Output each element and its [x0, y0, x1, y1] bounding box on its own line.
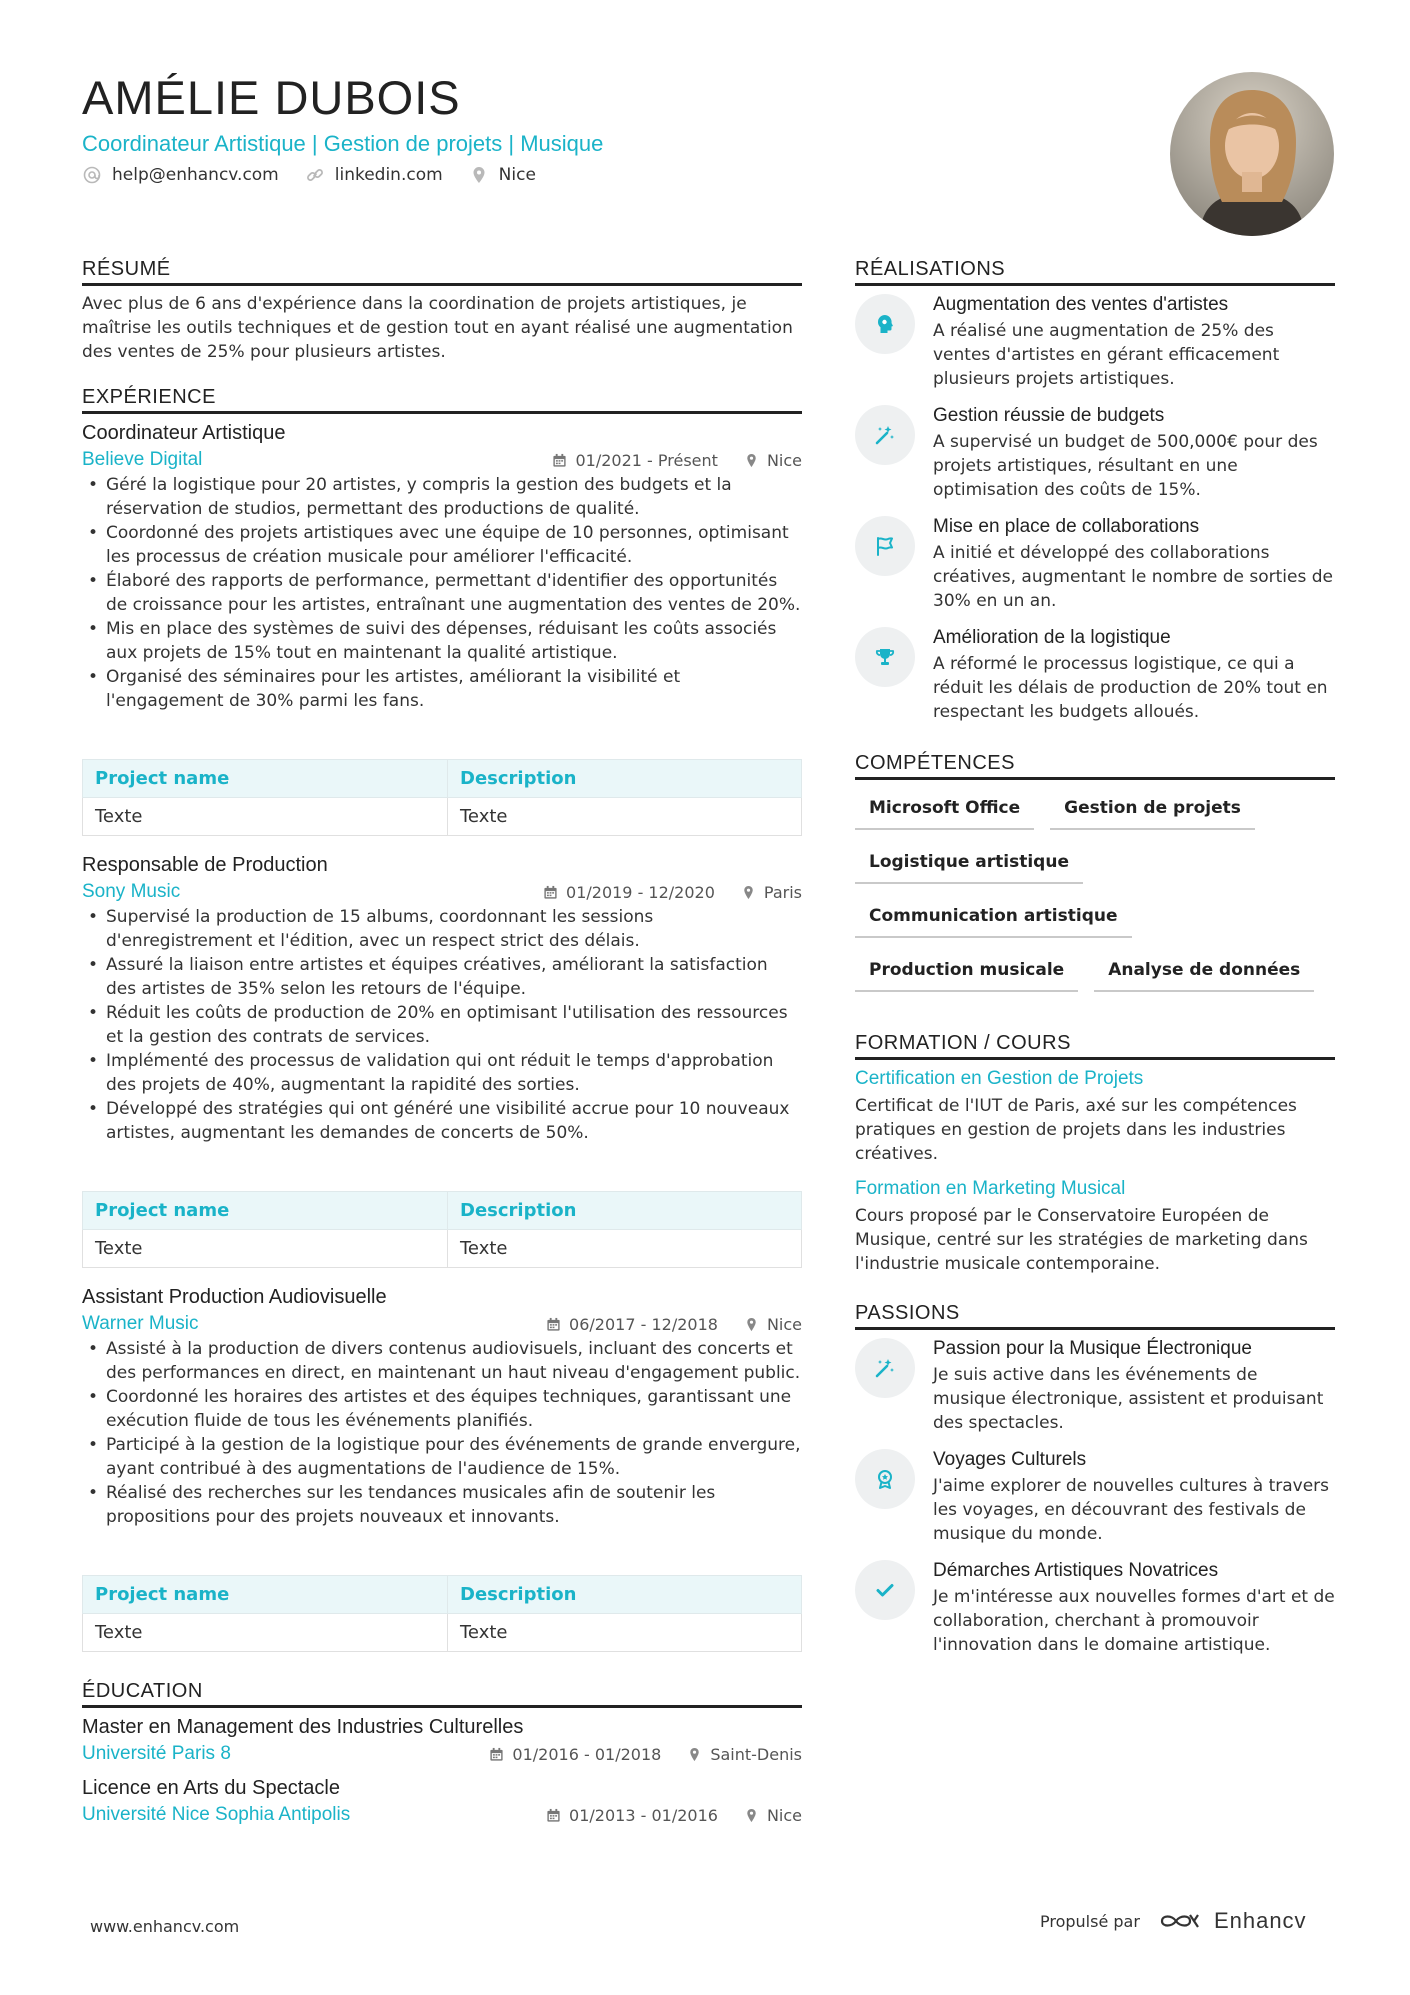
- skill-tag: Microsoft Office: [855, 790, 1034, 830]
- job-location-text: Paris: [763, 882, 802, 902]
- job-bullets: [82, 905, 802, 1145]
- training-desc: Cours proposé par le Conservatoire Européen de Musique, centré sur les stratégies de marketing dans l'industrie musicale contemporaine.: [855, 1206, 1308, 1274]
- job-bullet: • Coordonné des projets artistiques avec une équipe de 10 personnes, optimisant les processus de création musicale pour améliorer l'efficacité.: [82, 521, 802, 569]
- profile-photo: [1170, 72, 1334, 236]
- job-location-text: Nice: [766, 1314, 802, 1334]
- location-pin-icon: [687, 1747, 702, 1762]
- job-bullet: • Développé des stratégies qui ont généré une visibilité accrue pour 10 nouveaux artistes, augmentant les demandes de concerts de 50%.: [82, 1097, 802, 1145]
- location-pin-icon: [741, 885, 756, 900]
- job-bullets: [82, 473, 802, 713]
- trophy-icon: [855, 627, 915, 687]
- job-entry: [82, 422, 802, 836]
- jobs-list: [82, 422, 802, 1652]
- calendar-icon: [489, 1747, 504, 1762]
- enhancv-logo[interactable]: [1158, 1908, 1307, 1934]
- job-location-text: Nice: [766, 450, 802, 470]
- skill-tag: Logistique artistique: [855, 844, 1083, 884]
- header: [82, 70, 1142, 185]
- job-bullet: • Organisé des séminaires pour les artistes, améliorant la visibilité et l'engagement de 30% parmi les fans.: [82, 665, 802, 713]
- degree-title: Master en Management des Industries Culturelles: [82, 1716, 524, 1738]
- job-dates-text: 01/2019 - 12/2020: [566, 882, 715, 902]
- education-dates: [489, 1745, 661, 1764]
- achievement-item-content: [933, 627, 1335, 724]
- company-name: Warner Music: [82, 1313, 199, 1334]
- candidate-name: AMÉLIE DUBOIS: [82, 71, 461, 124]
- education-meta-right: [489, 1745, 802, 1764]
- job-bullet: • Participé à la gestion de la logistique pour des événements de grande envergure, ayant contribué à des augmentations de l'audience de 15%.: [82, 1433, 802, 1481]
- company-name: Sony Music: [82, 881, 181, 902]
- calendar-icon: [552, 453, 567, 468]
- candidate-title: Coordinateur Artistique | Gestion de projets | Musique: [82, 131, 604, 156]
- passion-item: [855, 1560, 1335, 1657]
- powered-by-text: Propulsé par: [1040, 1911, 1140, 1931]
- achievement-item-desc: A supervisé un budget de 500,000€ pour des projets artistiques, résultant en une optimisation des coûts de 15%.: [933, 432, 1318, 500]
- achievement-item: [855, 516, 1335, 613]
- passions-list: [855, 1338, 1335, 1657]
- achievement-item-desc: A initié et développé des collaborations créatives, augmentant le nombre de sorties de 30% en un an.: [933, 543, 1333, 611]
- training-desc: Certificat de l'IUT de Paris, axé sur les compétences pratiques en gestion de projets dans les industries créatives.: [855, 1096, 1297, 1164]
- job-bullet: • Supervisé la production de 15 albums, coordonnant les sessions d'enregistrement et l'édition, avec un respect strict des délais.: [82, 905, 802, 953]
- education-dates-text: 01/2016 - 01/2018: [512, 1744, 662, 1764]
- achievement-item-content: [933, 294, 1335, 391]
- education-meta-right: [546, 1806, 802, 1825]
- achievement-item-desc: A réformé le processus logistique, ce qui a réduit les délais de production de 20% tout en respectant les budgets alloués.: [933, 654, 1328, 722]
- job-location: [744, 1315, 802, 1334]
- description-cell: Texte: [448, 1230, 802, 1268]
- job-bullet: • Élaboré des rapports de performance, permettant d'identifier des opportunités de croissance pour les artistes, entraînant une augmentation des ventes de 20%.: [82, 569, 802, 617]
- job-dates-text: 01/2021 - Présent: [575, 450, 718, 470]
- check-icon: [855, 1560, 915, 1620]
- project-name-cell: Texte: [83, 1230, 448, 1268]
- head-icon: [855, 294, 915, 354]
- wand-icon: [855, 1338, 915, 1398]
- education-entry: [82, 1716, 802, 1765]
- job-location: [741, 883, 802, 902]
- job-dates: [546, 1315, 718, 1334]
- flag-icon: [855, 516, 915, 576]
- email-text: help@enhancv.com: [112, 165, 279, 185]
- skill-tag: Communication artistique: [855, 898, 1132, 938]
- achievement-item-title: Amélioration de la logistique: [933, 627, 1171, 648]
- job-bullet: • Réalisé des recherches sur les tendances musicales afin de soutenir les propositions pour des projets nouveaux et innovants.: [82, 1481, 802, 1529]
- table-row: [83, 798, 802, 836]
- passion-item-content: [933, 1338, 1335, 1435]
- link-icon: [305, 165, 325, 185]
- job-bullets: [82, 1337, 802, 1529]
- contact-email[interactable]: [82, 165, 279, 185]
- table-row: [83, 1230, 802, 1268]
- training-title: Certification en Gestion de Projets: [855, 1068, 1144, 1089]
- location-pin-icon: [744, 1317, 759, 1332]
- job-entry: [82, 854, 802, 1268]
- training-entry: [855, 1068, 1335, 1166]
- achievement-item: [855, 405, 1335, 502]
- achievement-item-title: Augmentation des ventes d'artistes: [933, 294, 1229, 315]
- job-meta-right: [546, 1315, 802, 1334]
- achievement-item-title: Gestion réussie de budgets: [933, 405, 1165, 426]
- project-name-cell: Texte: [83, 1614, 448, 1652]
- job-bullet: • Implémenté des processus de validation qui ont réduit le temps d'approbation des projets de 40%, augmentant la rapidité des sorties.: [82, 1049, 802, 1097]
- right-column: [855, 258, 1335, 1657]
- project-table: [82, 1575, 802, 1652]
- passion-item: [855, 1338, 1335, 1435]
- project-table-header: [83, 1576, 802, 1614]
- location-pin-icon: [744, 1808, 759, 1823]
- education-list: [82, 1716, 802, 1826]
- project-table: [82, 759, 802, 836]
- training-section: [855, 1032, 1335, 1276]
- job-title: Coordinateur Artistique: [82, 422, 286, 444]
- passion-item-title: Voyages Culturels: [933, 1449, 1087, 1470]
- education-section: [82, 1680, 802, 1826]
- project-name-header: Project name: [83, 760, 448, 798]
- skills-section: [855, 752, 1335, 992]
- education-dates: [546, 1806, 718, 1825]
- job-meta: [82, 1313, 802, 1335]
- passion-item-content: [933, 1560, 1335, 1657]
- training-entry: [855, 1178, 1335, 1276]
- medal-icon: [855, 1449, 915, 1509]
- contact-linkedin[interactable]: [305, 165, 443, 185]
- training-list: [855, 1068, 1335, 1276]
- project-table: [82, 1191, 802, 1268]
- passion-item-desc: Je m'intéresse aux nouvelles formes d'art et de collaboration, cherchant à promouvoir l'innovation dans le domaine artistique.: [933, 1587, 1335, 1655]
- education-dates-text: 01/2013 - 01/2016: [569, 1805, 718, 1825]
- job-title: Responsable de Production: [82, 854, 328, 876]
- job-location: [744, 451, 802, 470]
- skill-tag: Production musicale: [855, 952, 1078, 992]
- job-meta-right: [552, 451, 802, 470]
- section-title-training: FORMATION / COURS: [855, 1032, 1335, 1060]
- job-dates: [543, 883, 715, 902]
- section-title-education: ÉDUCATION: [82, 1680, 802, 1708]
- at-icon: [82, 165, 102, 185]
- job-meta: [82, 881, 802, 903]
- description-header: Description: [448, 760, 802, 798]
- achievement-item-content: [933, 405, 1335, 502]
- experience-section: [82, 386, 802, 1652]
- contact-location: [469, 165, 536, 185]
- job-meta-right: [543, 883, 802, 902]
- section-title-skills: COMPÉTENCES: [855, 752, 1335, 780]
- job-meta: [82, 449, 802, 471]
- section-title-achievements: RÉALISATIONS: [855, 258, 1335, 286]
- location-pin-icon: [744, 453, 759, 468]
- achievement-item-desc: A réalisé une augmentation de 25% des ventes d'artistes en gérant efficacement plusieurs projets artistiques.: [933, 321, 1280, 389]
- achievement-item: [855, 294, 1335, 391]
- education-location: [687, 1745, 802, 1764]
- skill-tag: Analyse de données: [1094, 952, 1314, 992]
- passion-item-desc: Je suis active dans les événements de musique électronique, assistent et produisant des spectacles.: [933, 1365, 1324, 1433]
- passion-item-content: [933, 1449, 1335, 1546]
- project-name-header: Project name: [83, 1192, 448, 1230]
- section-title-experience: EXPÉRIENCE: [82, 386, 802, 414]
- achievement-item: [855, 627, 1335, 724]
- job-bullet: • Coordonné les horaires des artistes et des équipes techniques, garantissant une exécution fluide de tous les événements planifiés.: [82, 1385, 802, 1433]
- education-location-text: Saint-Denis: [710, 1744, 802, 1764]
- degree-title: Licence en Arts du Spectacle: [82, 1777, 340, 1799]
- calendar-icon: [546, 1317, 561, 1332]
- description-cell: Texte: [448, 1614, 802, 1652]
- passion-item-desc: J'aime explorer de nouvelles cultures à travers les voyages, en découvrant des festivals de musique du monde.: [933, 1476, 1330, 1544]
- education-entry: [82, 1777, 802, 1826]
- training-title: Formation en Marketing Musical: [855, 1178, 1126, 1199]
- project-table-header: [83, 1192, 802, 1230]
- education-location-text: Nice: [766, 1805, 802, 1825]
- location-pin-icon: [469, 165, 489, 185]
- footer-website[interactable]: www.enhancv.com: [90, 1917, 240, 1936]
- education-location: [744, 1806, 802, 1825]
- achievement-item-content: [933, 516, 1335, 613]
- location-text: Nice: [498, 165, 536, 185]
- job-title: Assistant Production Audiovisuelle: [82, 1286, 387, 1308]
- table-row: [83, 1614, 802, 1652]
- calendar-icon: [543, 885, 558, 900]
- job-bullet: • Mis en place des systèmes de suivi des dépenses, réduisant les coûts associés aux projets de 15% tout en maintenant la qualité artistique.: [82, 617, 802, 665]
- section-title-passions: PASSIONS: [855, 1302, 1335, 1330]
- job-bullet: • Réduit les coûts de production de 20% en optimisant l'utilisation des ressources et la gestion des contrats de services.: [82, 1001, 802, 1049]
- skills-list: [855, 790, 1325, 992]
- brand-name: Enhancv: [1213, 1908, 1307, 1933]
- school-name: Université Nice Sophia Antipolis: [82, 1804, 351, 1825]
- passion-item: [855, 1449, 1335, 1546]
- school-name: Université Paris 8: [82, 1743, 231, 1764]
- passion-item-title: Démarches Artistiques Novatrices: [933, 1560, 1219, 1581]
- company-name: Believe Digital: [82, 449, 203, 470]
- job-entry: [82, 1286, 802, 1652]
- description-cell: Texte: [448, 798, 802, 836]
- linkedin-text: linkedin.com: [334, 165, 443, 185]
- description-header: Description: [448, 1192, 802, 1230]
- job-dates-text: 06/2017 - 12/2018: [569, 1314, 718, 1334]
- calendar-icon: [546, 1808, 561, 1823]
- passions-section: [855, 1302, 1335, 1657]
- project-table-header: [83, 760, 802, 798]
- passion-item-title: Passion pour la Musique Électronique: [933, 1338, 1252, 1359]
- skill-tag: Gestion de projets: [1050, 790, 1255, 830]
- wand-icon: [855, 405, 915, 465]
- description-header: Description: [448, 1576, 802, 1614]
- footer-branding: [1040, 1908, 1307, 1934]
- job-bullet: • Assisté à la production de divers contenus audiovisuels, incluant des concerts et des performances en direct, en maintenant un haut niveau d'engagement public.: [82, 1337, 802, 1385]
- achievements-list: [855, 294, 1335, 724]
- left-column: [82, 258, 802, 1826]
- education-meta: [82, 1804, 802, 1826]
- job-bullet: • Assuré la liaison entre artistes et équipes créatives, améliorant la satisfaction des artistes de 35% selon les retours de l'équipe.: [82, 953, 802, 1001]
- achievement-item-title: Mise en place de collaborations: [933, 516, 1200, 537]
- project-name-cell: Texte: [83, 798, 448, 836]
- enhancv-logo-icon: [1158, 1909, 1204, 1933]
- summary-text: Avec plus de 6 ans d'expérience dans la coordination de projets artistiques, je maîtrise les outils techniques et de gestion tout en ayant réalisé une augmentation des ventes de 25% pour plusieurs artistes.: [82, 294, 793, 362]
- project-name-header: Project name: [83, 1576, 448, 1614]
- education-meta: [82, 1743, 802, 1765]
- job-dates: [552, 451, 717, 470]
- section-title-summary: RÉSUMÉ: [82, 258, 802, 286]
- contact-bar: [82, 165, 1142, 185]
- job-bullet: • Géré la logistique pour 20 artistes, y compris la gestion des budgets et la réservation de studios, permettant des productions de qualité.: [82, 473, 802, 521]
